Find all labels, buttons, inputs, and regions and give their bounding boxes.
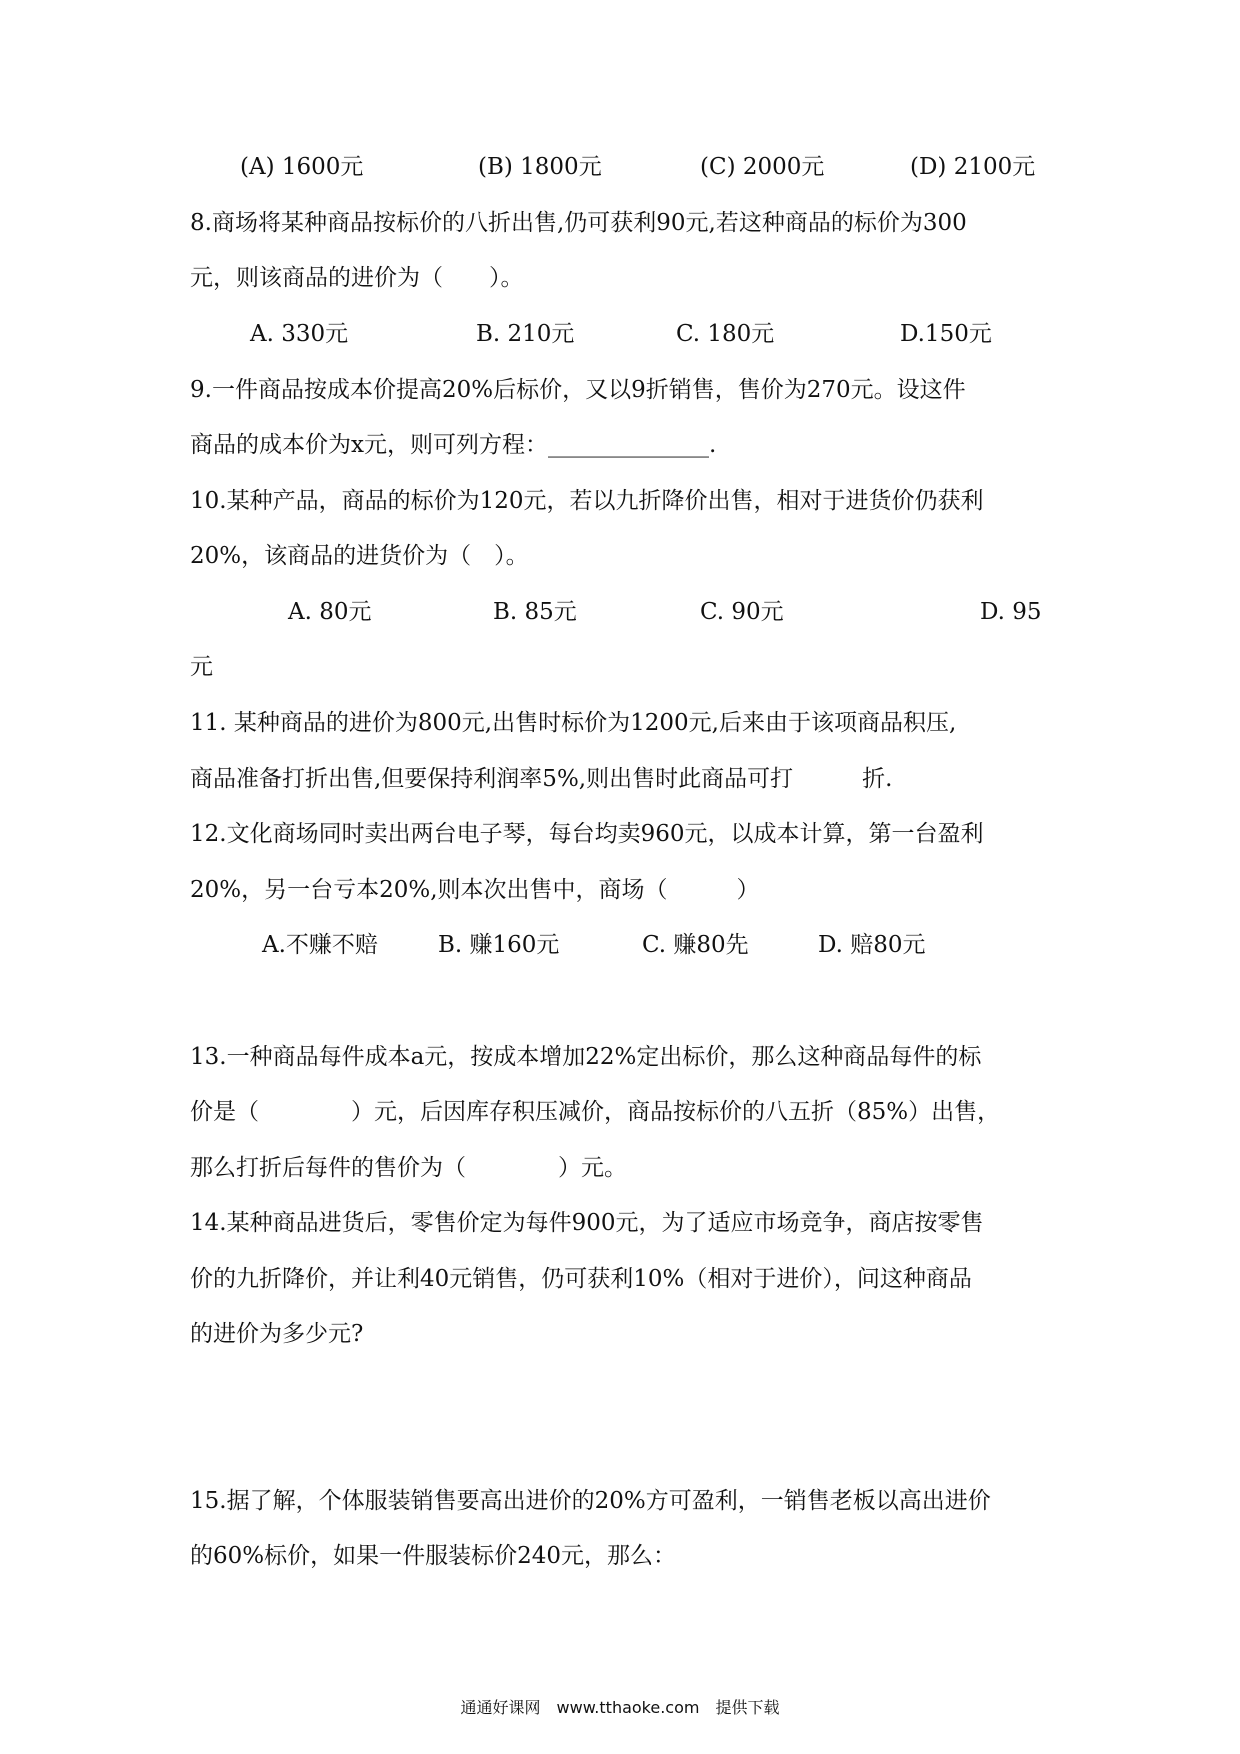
q13-line-1: 13.一种商品每件成本a元，按成本增加22%定出标价，那么这种商品每件的标: [190, 1044, 982, 1070]
q13-line-3: 那么打折后每件的售价为（ ）元。: [190, 1155, 627, 1181]
q12-option-c: C. 赚80先: [642, 932, 749, 958]
q10-option-c: C. 90元: [700, 599, 784, 625]
q10-option-b: B. 85元: [493, 599, 577, 625]
q12-line-1: 12.文化商场同时卖出两台电子琴，每台均卖960元，以成本计算，第一台盈利: [190, 821, 984, 847]
q8-option-c: C. 180元: [676, 321, 775, 347]
q13-line-2: 价是（ ）元，后因库存积压减价，商品按标价的八五折（85%）出售，: [190, 1099, 1001, 1125]
q14-line-3: 的进价为多少元?: [190, 1321, 364, 1347]
q11-line-2: 商品准备打折出售,但要保持利润率5%,则出售时此商品可打 折.: [190, 766, 893, 792]
q11-line-1: 11. 某种商品的进价为800元,出售时标价为1200元,后来由于该项商品积压,: [190, 710, 957, 736]
q8-line-1: 8.商场将某种商品按标价的八折出售,仍可获利90元,若这种商品的标价为300: [190, 210, 967, 236]
q15-line-1: 15.据了解，个体服装销售要高出进价的20%方可盈利，一销售老板以高出进价: [190, 1488, 991, 1514]
q8-option-a: A. 330元: [250, 321, 349, 347]
q10-option-d-unit: 元: [190, 654, 213, 680]
q10-option-a: A. 80元: [288, 599, 372, 625]
q7-option-b: (B) 1800元: [478, 154, 602, 180]
q12-line-2: 20%，另一台亏本20%,则本次出售中，商场（ ）: [190, 877, 760, 903]
q12-option-a: A.不赚不赔: [262, 932, 378, 958]
q9-line-1: 9.一件商品按成本价提高20%后标价，又以9折销售，售价为270元。设这件: [190, 377, 966, 403]
q15-line-2: 的60%标价，如果一件服装标价240元，那么：: [190, 1543, 677, 1569]
page-footer: 通通好课网 www.tthaoke.com 提供下载: [460, 1698, 780, 1717]
q10-option-d: D. 95: [980, 599, 1042, 625]
q7-option-a: (A) 1600元: [240, 154, 364, 180]
q8-option-b: B. 210元: [476, 321, 575, 347]
q7-option-c: (C) 2000元: [700, 154, 825, 180]
q10-line-2: 20%，该商品的进货价为（ ）。: [190, 543, 529, 569]
q14-line-1: 14.某种商品进货后，零售价定为每件900元，为了适应市场竞争，商店按零售: [190, 1210, 984, 1236]
q12-option-d: D. 赔80元: [818, 932, 926, 958]
q9-line-2: 商品的成本价为x元，则可列方程：______________.: [190, 432, 717, 458]
q12-option-b: B. 赚160元: [438, 932, 560, 958]
q7-option-d: (D) 2100元: [910, 154, 1036, 180]
q8-option-d: D.150元: [900, 321, 992, 347]
q10-line-1: 10.某种产品，商品的标价为120元，若以九折降价出售，相对于进货价仍获利: [190, 488, 984, 514]
q14-line-2: 价的九折降价，并让利40元销售，仍可获利10%（相对于进价），问这种商品: [190, 1266, 972, 1292]
q8-line-2: 元，则该商品的进价为（ ）。: [190, 265, 524, 291]
